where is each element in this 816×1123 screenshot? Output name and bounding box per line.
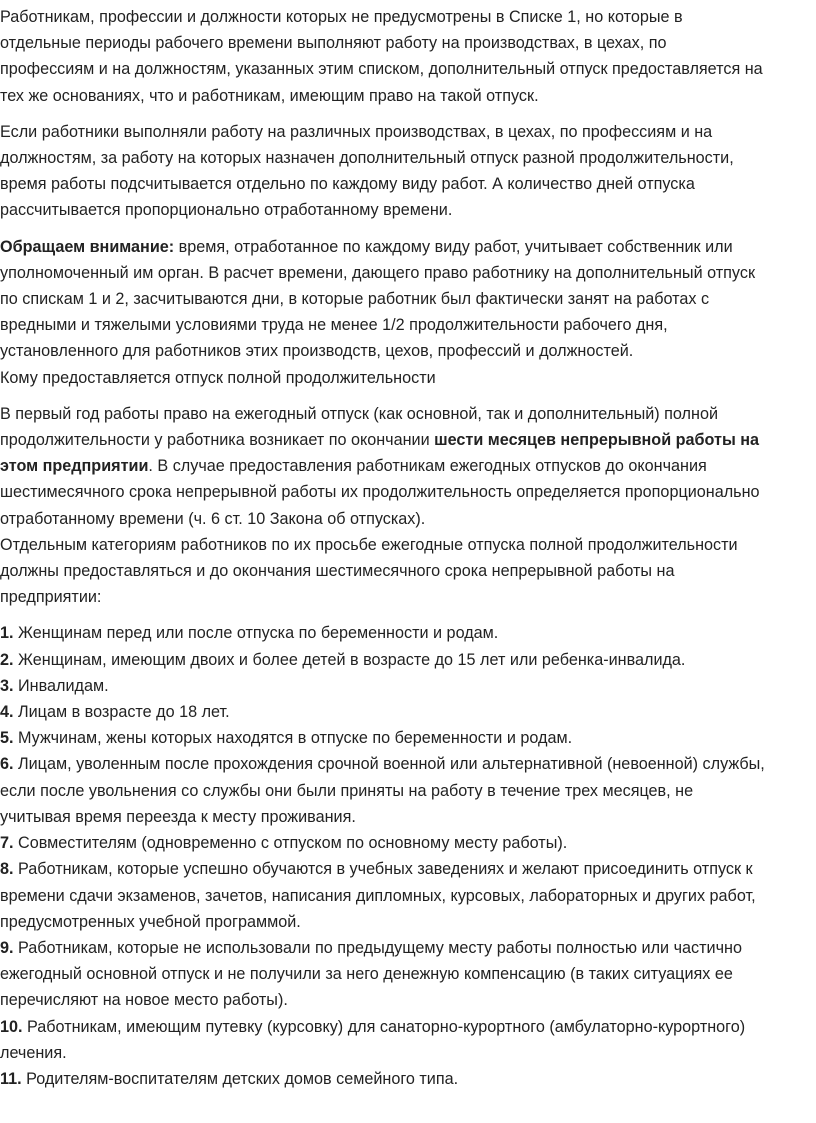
text-line: времени сдачи экзаменов, зачетов, написания дипломных, курсовых, лабораторных и других работ, [0,886,756,905]
list-number: 5. [0,729,14,748]
paragraph-2 [0,119,816,224]
text-line [0,856,816,882]
text-fragment: Женщинам, имеющим двоих и более детей в возрасте до 15 лет или ребенка-инвалида. [13,650,686,669]
text-line: профессиям и на должностям, указанных этим списком, дополнительный отпуск предоставляется на [0,60,763,79]
text-fragment: Работникам, которые успешно обучаются в учебных заведениях и желают присоединить отпуск к [13,860,753,879]
text-line [0,1066,816,1092]
text-line [0,427,816,453]
text-fragment: Лицам, уволенным после прохождения срочной военной или альтернативной (невоенной) службы, [13,755,765,774]
paragraph-gap [0,109,816,119]
list-number: 6. [0,755,14,774]
text-line: отработанному времени (ч. 6 ст. 10 Закона об отпусках). [0,509,426,528]
list-number: 11. [0,1069,22,1088]
numbered-list [0,620,816,1092]
text-line: шестимесячного срока непрерывной работы их продолжительность определяется пропорционально [0,483,760,502]
text-line [0,453,816,479]
list-number: 1. [0,624,14,643]
list-item [0,935,816,1014]
paragraph-gap [0,610,816,620]
list-number: 3. [0,676,14,695]
text-line: вредными и тяжелыми условиями труда не менее 1/2 продолжительности рабочего дня, [0,316,668,335]
paragraph-1 [0,4,816,109]
list-item [0,856,816,935]
list-item [0,673,816,699]
text-line: предприятии: [0,588,102,607]
text-line: предусмотренных учебной программой. [0,912,301,931]
text-line [0,935,816,961]
attention-label: Обращаем внимание: [0,237,175,256]
text-fragment: Родителям-воспитателям детских домов семейного типа. [21,1069,459,1088]
paragraph-3 [0,234,816,391]
list-number: 2. [0,650,14,669]
text-line: тех же основаниях, что и работникам, имеющим право на такой отпуск. [0,86,539,105]
list-item [0,647,816,673]
list-item [0,751,816,830]
list-item [0,620,816,646]
text-fragment: Женщинам перед или после отпуска по беременности и родам. [13,624,499,643]
text-line [0,620,816,646]
list-number: 7. [0,834,14,853]
text-line: уполномоченный им орган. В расчет времени, дающего право работнику на дополнительный отпуск [0,263,756,282]
paragraph-gap [0,224,816,234]
emphasis-text: шести месяцев непрерывной работы на [434,431,760,450]
text-fragment: Лицам в возрасте до 18 лет. [13,703,230,722]
list-item [0,699,816,725]
text-line [0,699,816,725]
text-line [0,725,816,751]
list-number: 4. [0,703,14,722]
text-line: должностям, за работу на которых назначен дополнительный отпуск разной продолжительности, [0,149,734,168]
text-line: ежегодный основной отпуск и не получили за него денежную компенсацию (в таких ситуациях ее [0,965,733,984]
list-item [0,830,816,856]
text-fragment: продолжительности у работника возникает по окончании [0,431,435,450]
text-fragment: Работникам, имеющим путевку (курсовку) для санаторно-курортного (амбулаторно-курортного) [22,1017,746,1036]
text-line: лечения. [0,1043,67,1062]
text-fragment: время, отработанное по каждому виду работ, учитывает собственник или [174,237,733,256]
list-number: 8. [0,860,14,879]
paragraph-gap [0,391,816,401]
text-line: Работникам, профессии и должности которых не предусмотрены в Списке 1, но которые в [0,8,683,26]
text-fragment: Мужчинам, жены которых находятся в отпуске по беременности и родам. [13,729,573,748]
text-line: В первый год работы право на ежегодный отпуск (как основной, так и дополнительный) полной [0,404,718,423]
text-fragment: . В случае предоставления работникам ежегодных отпусков до окончания [148,457,707,476]
text-line: должны предоставляться и до окончания шестимесячного срока непрерывной работы на [0,562,675,581]
text-line: установленного для работников этих производств, цехов, профессий и должностей. [0,342,634,361]
list-item [0,725,816,751]
text-line: рассчитывается пропорционально отработанному времени. [0,201,453,220]
text-line [0,647,816,673]
text-line: Если работники выполняли работу на различных производствах, в цехах, по профессиям и на [0,122,713,141]
text-line [0,234,816,260]
text-line [0,673,816,699]
list-item [0,1014,816,1066]
text-line [0,830,816,856]
text-line: если после увольнения со службы они были приняты на работу в течение трех месяцев, не [0,781,694,800]
text-line: время работы подсчитывается отдельно по каждому виду работ. А количество дней отпуска [0,175,695,194]
text-line: перечисляют на новое место работы). [0,991,288,1010]
text-line: Отдельным категориям работников по их просьбе ежегодные отпуска полной продолжительности [0,535,738,554]
text-fragment: Работникам, которые не использовали по предыдущему месту работы полностью или частично [13,938,742,957]
section-heading: Кому предоставляется отпуск полной продолжительности [0,368,436,387]
text-fragment: Инвалидам. [13,676,109,695]
list-item [0,1066,816,1092]
text-line: по спискам 1 и 2, засчитываются дни, в которые работник был фактически занят на работах с [0,290,710,309]
list-number: 10. [0,1017,23,1036]
text-line: учитывая время переезда к месту проживания. [0,807,356,826]
paragraph-4 [0,401,816,611]
emphasis-text: этом предприятии [0,457,149,476]
text-line: отдельные периоды рабочего времени выполняют работу на производствах, в цехах, по [0,34,667,53]
text-fragment: Совместителям (одновременно с отпуском по основному месту работы). [13,834,568,853]
list-number: 9. [0,938,14,957]
text-line [0,751,816,777]
text-line [0,1014,816,1040]
